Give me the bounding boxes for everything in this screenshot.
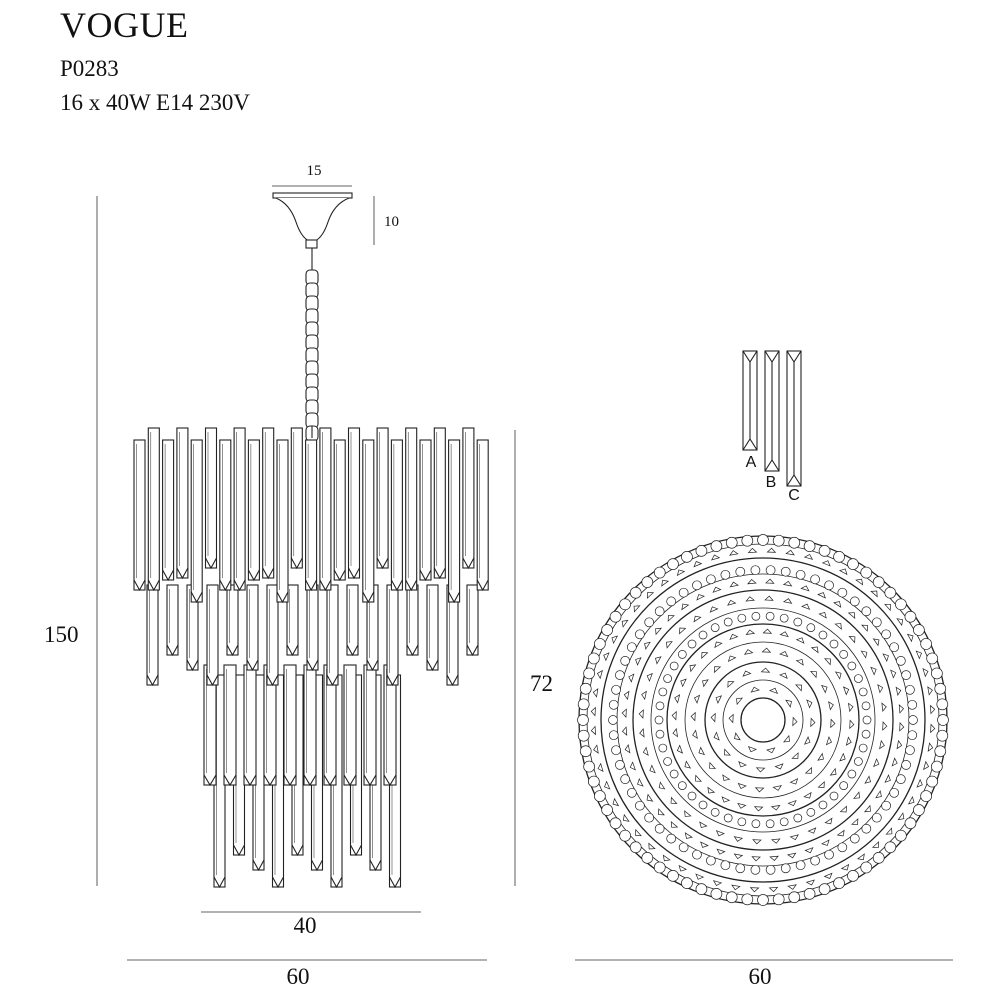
crystal-rod bbox=[463, 428, 474, 568]
crystal-rod bbox=[220, 440, 231, 590]
crystal-rod bbox=[287, 585, 298, 655]
crystal-rod bbox=[327, 585, 338, 685]
crystal-rod bbox=[227, 585, 238, 655]
crystal-rod bbox=[363, 440, 374, 602]
crystal-rod bbox=[284, 665, 296, 785]
lower-width-label: 40 bbox=[293, 913, 317, 938]
crystal-rod bbox=[349, 428, 360, 578]
crystal-rod bbox=[307, 585, 318, 670]
crystal-rod bbox=[427, 585, 438, 670]
crystal-label-c: C bbox=[788, 487, 800, 504]
product-name: VOGUE bbox=[60, 5, 189, 45]
crystal-rod bbox=[477, 440, 488, 590]
crystal-rod bbox=[191, 440, 202, 602]
crystal-type-b bbox=[765, 351, 779, 471]
crystal-rod bbox=[291, 428, 302, 568]
crystal-rod bbox=[247, 585, 258, 670]
crystal-rod bbox=[467, 585, 478, 655]
crystal-rod bbox=[148, 428, 159, 590]
total-height-label: 150 bbox=[44, 622, 79, 647]
crystal-label-b: B bbox=[765, 474, 777, 491]
crystal-rod bbox=[163, 440, 174, 580]
chain bbox=[306, 248, 318, 441]
product-spec: 16 x 40W E14 230V bbox=[60, 90, 250, 115]
crystal-rod bbox=[407, 585, 418, 655]
crystal-rod bbox=[207, 585, 218, 685]
canopy-width-label: 15 bbox=[306, 163, 322, 179]
product-code: P0283 bbox=[60, 56, 119, 81]
crystal-rod bbox=[434, 428, 445, 578]
crystal-rod bbox=[177, 428, 188, 578]
upper-width-label: 60 bbox=[286, 964, 310, 989]
crystal-rod bbox=[234, 428, 245, 590]
body-height-label: 72 bbox=[530, 671, 553, 696]
top-view bbox=[578, 535, 949, 906]
crystal-rod bbox=[248, 440, 259, 580]
side-view bbox=[134, 193, 488, 887]
crystal-rod bbox=[364, 665, 376, 785]
crystal-rod bbox=[224, 665, 236, 785]
canopy bbox=[273, 193, 352, 248]
crystal-rod bbox=[277, 440, 288, 602]
top-view-diameter-label: 60 bbox=[748, 964, 772, 989]
crystal-rod bbox=[406, 428, 417, 590]
crystal-rod bbox=[167, 585, 178, 655]
crystal-rod bbox=[206, 428, 217, 568]
crystal-rod bbox=[387, 585, 398, 685]
crystal-rod bbox=[420, 440, 431, 580]
crystal-rod bbox=[344, 665, 356, 785]
crystal-rod bbox=[244, 665, 256, 785]
crystal-rod bbox=[377, 428, 388, 568]
crystal-rod bbox=[334, 440, 345, 580]
crystal-rod bbox=[134, 440, 145, 590]
crystal-rod bbox=[391, 440, 402, 590]
crystal-rod bbox=[306, 440, 317, 590]
crystal-rod bbox=[449, 440, 460, 602]
crystal-rods bbox=[134, 428, 488, 887]
crystal-rod bbox=[267, 585, 278, 685]
crystal-rod bbox=[320, 428, 331, 590]
crystal-rod bbox=[147, 585, 158, 685]
crystal-rod bbox=[263, 428, 274, 578]
crystal-rod bbox=[304, 665, 316, 785]
crystal-type-a bbox=[743, 351, 757, 450]
crystal-label-a: A bbox=[745, 454, 757, 471]
crystal-type-c bbox=[787, 351, 801, 486]
crystal-rod bbox=[347, 585, 358, 655]
canopy-height-label: 10 bbox=[384, 214, 399, 230]
